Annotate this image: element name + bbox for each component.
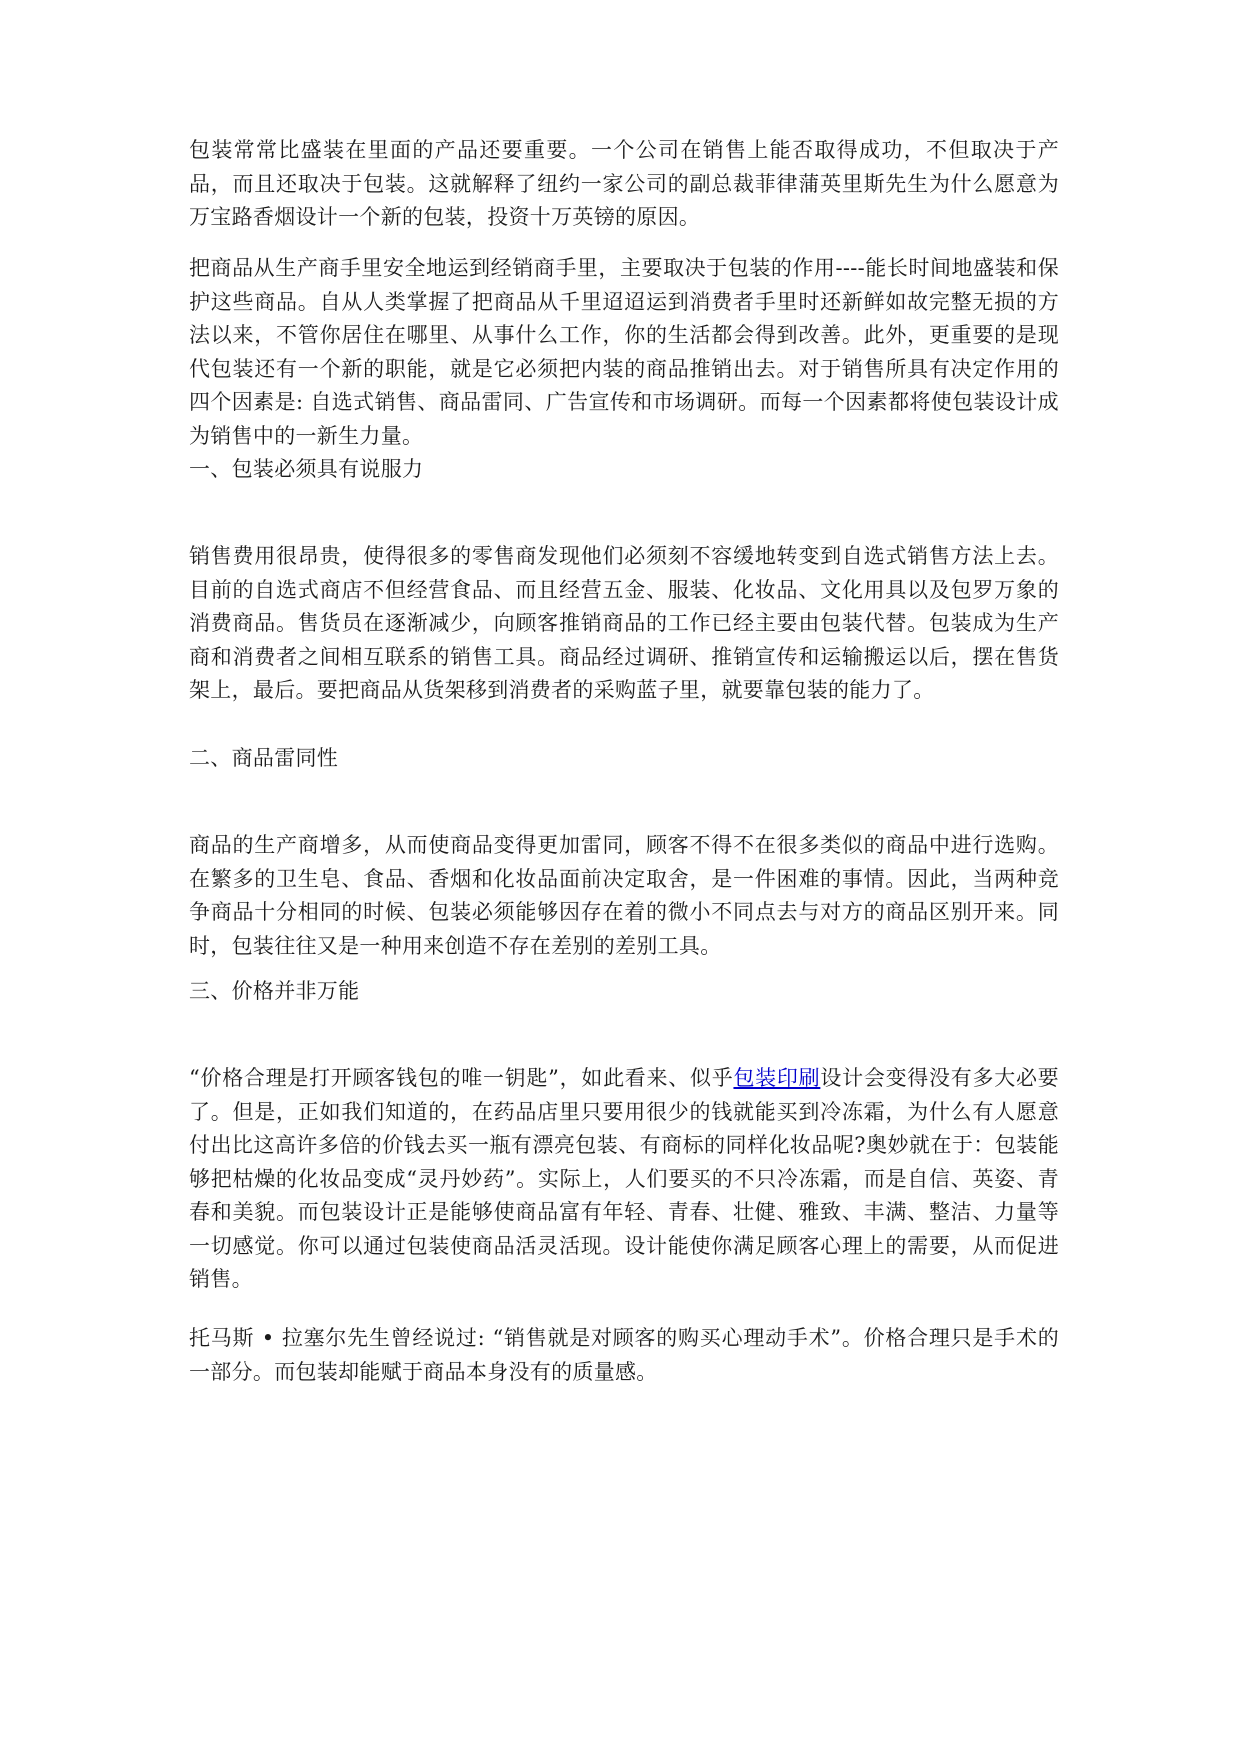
paragraph-price: [189, 1062, 1059, 1297]
section-heading-similarity: 二、商品雷同性: [189, 746, 339, 770]
section-heading-persuasion: 一、包装必须具有说服力: [189, 457, 424, 481]
paragraph-packaging-functions: 把商品从生产商手里安全地运到经销商手里，主要取决于包装的作用----能长时间地盛装和保护这些商品。自从人类掌握了把商品从千里迢迢运到消费者手里时还新鲜如故完整无损的方法以来，不管你居住在哪里、从事什么工作，你的生活都会得到改善。此外，更重要的是现代包装还有一个新的职能，就是它必须把内装的商品推销出去。对于销售所具有决定作用的四个因素是: 自选式销售、商品雷同、广告宣传和市场调研。而每一个因素都将使包装设计成为销售中的一新生力量。: [189, 256, 1059, 448]
paragraph-packaging-importance: 包装常常比盛装在里面的产品还要重要。一个公司在销售上能否取得成功，不但取决于产品，而且还取决于包装。这就解释了纽约一家公司的副总裁菲律蒲英里斯先生为什么愿意为万宝路香烟设计一个新的包装，投资十万英镑的原因。: [189, 138, 1059, 229]
paragraph-quote-russell: 托马斯 • 拉塞尔先生曾经说过: “销售就是对顾客的购买心理动手术”。价格合理只是手术的一部分。而包装却能赋于商品本身没有的质量感。: [189, 1326, 1059, 1384]
paragraph-price-text-end: 设计会变得没有多大必要了。但是，正如我们知道的，在药品店里只要用很少的钱就能买到冷冻霜，为什么有人愿意付出比这高许多倍的价钱去买一瓶有漂亮包装、有商标的同样化妆品呢?奥妙就在于：包装能够把枯燥的化妆品变成“灵丹妙药”。实际上，人们要买的不只冷冻霜，而是自信、英姿、青春和美貌。而包装设计正是能够使商品富有年轻、青春、壮健、雅致、丰满、整洁、力量等一切感觉。你可以通过包装使商品活灵活现。设计能使你满足顾客心理上的需要，从而促进销售。: [189, 1066, 1059, 1291]
packaging-printing-link[interactable]: 包装印刷: [733, 1066, 821, 1090]
paragraph-price-text-start: “价格合理是打开顾客钱包的唯一钥匙”，如此看来、似乎: [189, 1066, 734, 1090]
section-heading-price: 三、价格并非万能: [189, 979, 360, 1003]
paragraph-self-service: 销售费用很昂贵，使得很多的零售商发现他们必须刻不容缓地转变到自选式销售方法上去。目前的自选式商店不但经营食品、而且经营五金、服装、化妆品、文化用具以及包罗万象的消费商品。售货员在逐渐减少，向顾客推销商品的工作已经主要由包装代替。包装成为生产商和消费者之间相互联系的销售工具。商品经过调研、推销宣传和运输搬运以后，摆在售货架上，最后。要把商品从货架移到消费者的采购蓝子里，就要靠包装的能力了。: [189, 544, 1059, 702]
paragraph-product-similarity: 商品的生产商增多，从而使商品变得更加雷同，顾客不得不在很多类似的商品中进行选购。在繁多的卫生皂、食品、香烟和化妆品面前决定取舍，是一件困难的事情。因此，当两种竞争商品十分相同的时候、包装必须能够因存在着的微小不同点去与对方的商品区别开来。同时，包装往往又是一种用来创造不存在差别的差别工具。: [189, 833, 1059, 958]
